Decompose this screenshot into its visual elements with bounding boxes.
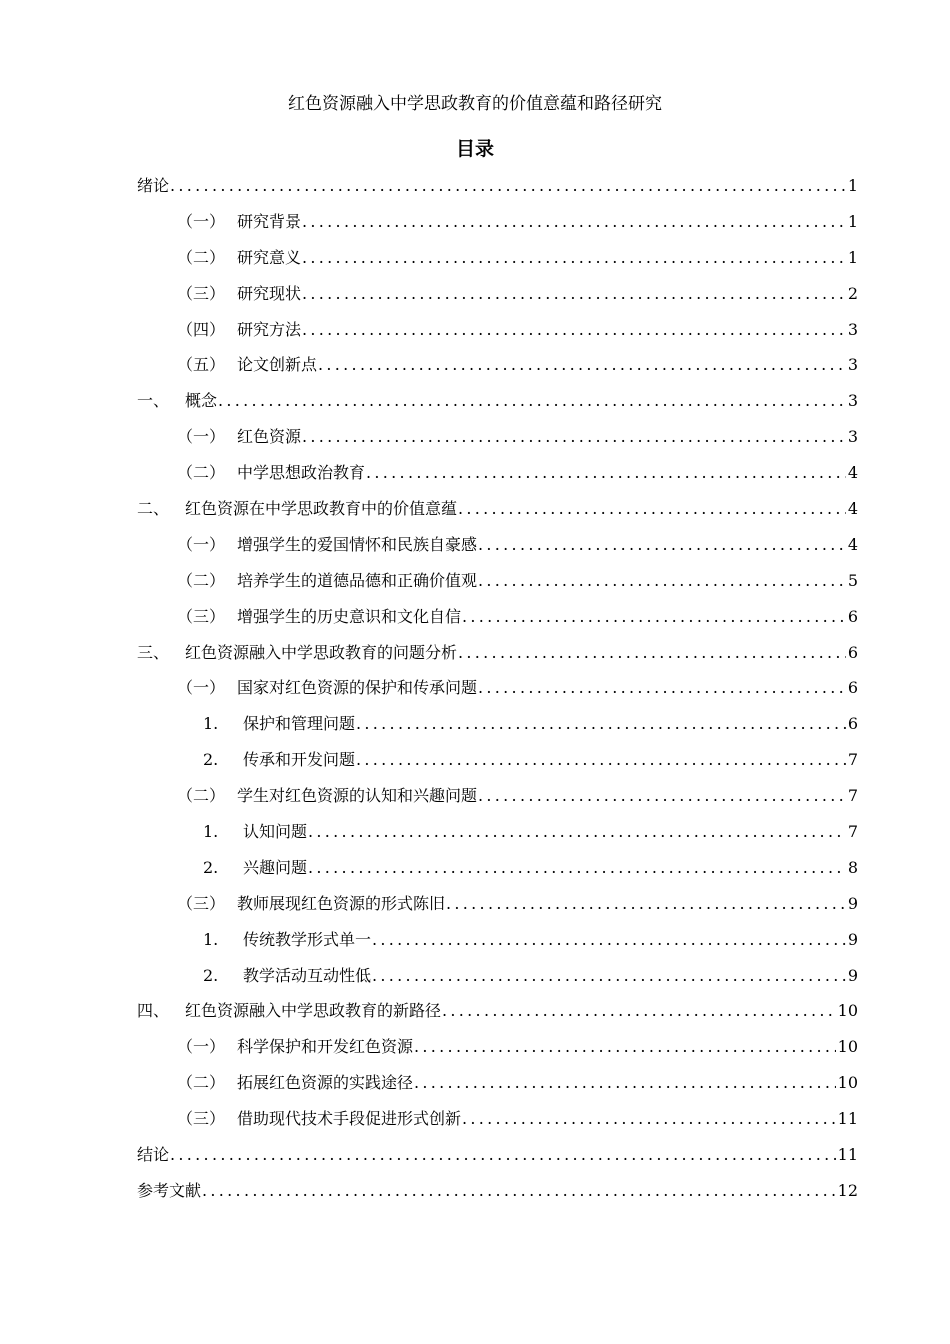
- toc-entry-number: 2.: [203, 857, 219, 877]
- toc-entry-page-number: 7: [847, 822, 858, 842]
- toc-entry-number: （一）: [177, 678, 226, 698]
- toc-entry-title: 国家对红色资源的保护和传承问题: [237, 678, 478, 698]
- toc-entry-title: 论文创新点: [237, 355, 318, 375]
- toc-entry[interactable]: [137, 1032, 858, 1068]
- toc-dot-leader: [478, 781, 846, 811]
- toc-entry[interactable]: [137, 422, 858, 458]
- toc-entry[interactable]: [137, 745, 858, 781]
- toc-dot-leader: [170, 171, 846, 201]
- toc-entry-number: 2.: [203, 965, 219, 985]
- toc-entry-page-number: 9: [847, 893, 858, 913]
- toc-entry-number: 一、: [137, 391, 170, 411]
- toc-entry-page-number: 11: [837, 1109, 858, 1129]
- toc-entry-title: 研究方法: [237, 319, 302, 339]
- toc-entry[interactable]: [137, 207, 858, 243]
- toc-entry-page-number: 6: [847, 606, 858, 626]
- toc-entry-page-number: 2: [847, 283, 858, 303]
- toc-entry[interactable]: [137, 243, 858, 279]
- toc-dot-leader: [170, 1140, 836, 1170]
- toc-dot-leader: [478, 530, 846, 560]
- toc-entry-title: 借助现代技术手段促进形式创新: [237, 1109, 462, 1129]
- toc-entry-title: 保护和管理问题: [243, 714, 356, 734]
- toc-dot-leader: [308, 853, 846, 883]
- toc-entry[interactable]: [137, 1104, 858, 1140]
- toc-dot-leader: [356, 709, 846, 739]
- toc-entry-title: 认知问题: [243, 822, 308, 842]
- toc-dot-leader: [414, 1032, 836, 1062]
- toc-entry-title: 科学保护和开发红色资源: [237, 1037, 414, 1057]
- toc-entry-title: 增强学生的历史意识和文化自信: [237, 606, 462, 626]
- toc-entry-number: （三）: [177, 606, 226, 626]
- toc-entry-page-number: 3: [847, 391, 858, 411]
- toc-entry-page-number: 9: [847, 965, 858, 985]
- toc-dot-leader: [372, 925, 846, 955]
- toc-entry-page-number: 11: [837, 1145, 858, 1165]
- toc-entry-title: 增强学生的爱国情怀和民族自豪感: [237, 534, 478, 554]
- toc-dot-leader: [308, 817, 846, 847]
- toc-entry[interactable]: [137, 996, 858, 1032]
- toc-entry-page-number: 4: [847, 534, 858, 554]
- toc-entry[interactable]: [137, 638, 858, 674]
- toc-entry-number: 二、: [137, 499, 170, 519]
- toc-entry-page-number: 12: [837, 1180, 858, 1200]
- toc-entry-number: （二）: [177, 463, 226, 483]
- toc-dot-leader: [372, 961, 846, 991]
- toc-entry-number: （二）: [177, 570, 226, 590]
- toc-entry-page-number: 1: [847, 176, 858, 195]
- toc-dot-leader: [218, 386, 846, 416]
- toc-dot-leader: [356, 745, 846, 775]
- toc-entry-number: 2.: [203, 750, 219, 770]
- toc-dot-leader: [478, 566, 846, 596]
- toc-entry[interactable]: [137, 530, 858, 566]
- toc-entry[interactable]: [137, 817, 858, 853]
- toc-entry-title: 红色资源: [237, 427, 302, 447]
- toc-entry-number: （二）: [177, 1073, 226, 1093]
- toc-entry-page-number: 6: [847, 642, 858, 662]
- toc-entry[interactable]: [137, 494, 858, 530]
- toc-entry[interactable]: [137, 458, 858, 494]
- toc-entry-title: 绪论: [137, 176, 170, 195]
- toc-entry-page-number: 1: [847, 211, 858, 231]
- toc-entry-title: 传统教学形式单一: [243, 929, 372, 949]
- toc-entry-title: 兴趣问题: [243, 857, 308, 877]
- toc-entry-number: （三）: [177, 1109, 226, 1129]
- toc-dot-leader: [302, 279, 846, 309]
- table-of-contents: [137, 171, 858, 1212]
- toc-entry-number: （一）: [177, 1037, 226, 1057]
- toc-entry-title: 教学活动互动性低: [243, 965, 372, 985]
- toc-entry-number: （一）: [177, 427, 226, 447]
- toc-entry-number: （二）: [177, 247, 226, 267]
- toc-entry-page-number: 3: [847, 319, 858, 339]
- toc-dot-leader: [414, 1068, 836, 1098]
- toc-dot-leader: [202, 1176, 836, 1206]
- toc-dot-leader: [302, 422, 846, 452]
- toc-entry-title: 研究意义: [237, 247, 302, 267]
- toc-entry-title: 拓展红色资源的实践途径: [237, 1073, 414, 1093]
- toc-entry-number: 三、: [137, 642, 170, 662]
- toc-entry-number: （五）: [177, 355, 226, 375]
- toc-entry-page-number: 4: [847, 463, 858, 483]
- toc-entry[interactable]: [137, 315, 858, 351]
- toc-entry[interactable]: [137, 709, 858, 745]
- toc-entry[interactable]: [137, 386, 858, 422]
- toc-entry-page-number: 10: [837, 1037, 858, 1057]
- toc-entry-title: 培养学生的道德品德和正确价值观: [237, 570, 478, 590]
- toc-entry-title: 研究现状: [237, 283, 302, 303]
- toc-entry-page-number: 7: [847, 786, 858, 806]
- toc-dot-leader: [462, 1104, 836, 1134]
- toc-dot-leader: [366, 458, 846, 488]
- toc-entry-title: 学生对红色资源的认知和兴趣问题: [237, 786, 478, 806]
- toc-entry-page-number: 7: [847, 750, 858, 770]
- toc-entry-title: 概念: [185, 391, 218, 411]
- toc-dot-leader: [446, 889, 846, 919]
- toc-entry-number: 四、: [137, 1001, 170, 1021]
- toc-entry-number: （四）: [177, 319, 226, 339]
- toc-dot-leader: [302, 243, 846, 273]
- toc-entry[interactable]: [137, 279, 858, 315]
- toc-entry-page-number: 10: [837, 1001, 858, 1021]
- toc-heading: 目录: [455, 138, 494, 160]
- toc-dot-leader: [302, 315, 846, 345]
- toc-entry[interactable]: [137, 1176, 858, 1212]
- toc-entry[interactable]: [137, 961, 858, 997]
- toc-entry[interactable]: [137, 853, 858, 889]
- toc-dot-leader: [442, 996, 836, 1026]
- toc-entry-title: 红色资源融入中学思政教育的问题分析: [185, 642, 458, 662]
- document-title: 红色资源融入中学思政教育的价值意蕴和路径研究: [288, 94, 662, 114]
- toc-entry-title: 参考文献: [137, 1180, 202, 1200]
- toc-dot-leader: [302, 207, 846, 237]
- toc-entry-number: （三）: [177, 283, 226, 303]
- toc-entry-number: （一）: [177, 534, 226, 554]
- toc-entry-title: 红色资源融入中学思政教育的新路径: [185, 1001, 442, 1021]
- toc-entry-page-number: 3: [847, 427, 858, 447]
- toc-entry-number: 1.: [203, 929, 219, 949]
- toc-entry[interactable]: [137, 1140, 858, 1176]
- toc-entry-title: 中学思想政治教育: [237, 463, 366, 483]
- toc-entry-page-number: 6: [847, 714, 858, 734]
- toc-entry-page-number: 6: [847, 678, 858, 698]
- toc-dot-leader: [458, 638, 846, 668]
- toc-entry-page-number: 8: [847, 857, 858, 877]
- toc-entry[interactable]: [137, 889, 858, 925]
- toc-entry-title: 传承和开发问题: [243, 750, 356, 770]
- toc-entry-number: （二）: [177, 786, 226, 806]
- toc-entry-page-number: 5: [847, 570, 858, 590]
- toc-entry-number: 1.: [203, 822, 219, 842]
- toc-entry-page-number: 4: [847, 499, 858, 519]
- toc-entry-page-number: 10: [837, 1073, 858, 1093]
- toc-entry[interactable]: [137, 925, 858, 961]
- toc-entry-number: （三）: [177, 893, 226, 913]
- toc-entry-page-number: 1: [847, 247, 858, 267]
- toc-entry-page-number: 3: [847, 355, 858, 375]
- toc-entry[interactable]: [137, 566, 858, 602]
- toc-entry[interactable]: [137, 350, 858, 386]
- toc-entry-title: 教师展现红色资源的形式陈旧: [237, 893, 446, 913]
- toc-dot-leader: [318, 350, 846, 380]
- toc-entry[interactable]: [137, 602, 858, 638]
- toc-entry-number: （一）: [177, 211, 226, 231]
- toc-entry-title: 研究背景: [237, 211, 302, 231]
- toc-entry-page-number: 9: [847, 929, 858, 949]
- toc-entry[interactable]: [137, 781, 858, 817]
- toc-dot-leader: [478, 673, 846, 703]
- toc-dot-leader: [458, 494, 846, 524]
- toc-entry[interactable]: [137, 171, 858, 207]
- toc-dot-leader: [462, 602, 846, 632]
- toc-entry[interactable]: [137, 1068, 858, 1104]
- toc-entry-title: 结论: [137, 1145, 170, 1165]
- toc-entry-title: 红色资源在中学思政教育中的价值意蕴: [185, 499, 458, 519]
- toc-entry[interactable]: [137, 673, 858, 709]
- toc-entry-number: 1.: [203, 714, 219, 734]
